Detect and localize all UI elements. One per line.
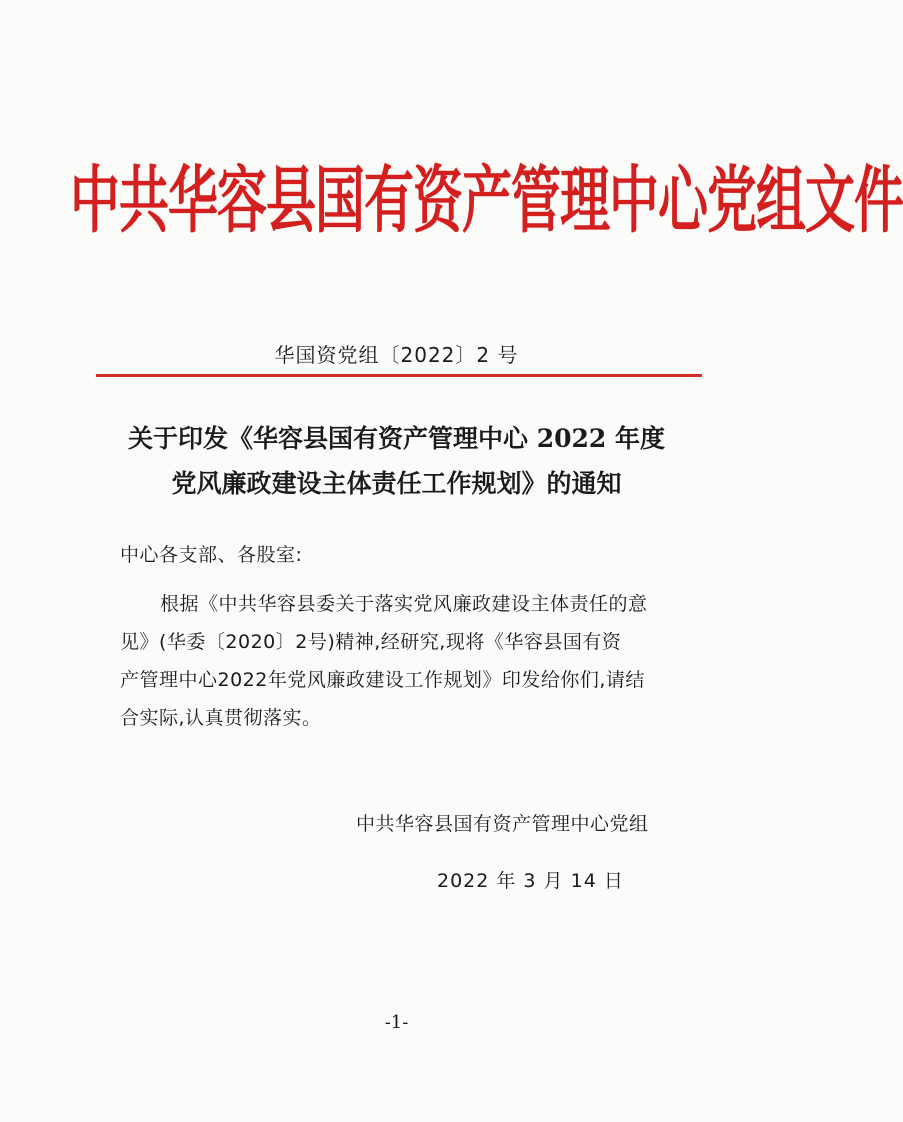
document-number: 华国资党组〔2022〕2 号 (274, 343, 519, 367)
signature-date: 2022 年 3 月 14 日 (437, 870, 624, 892)
document-header-title: 中共华容县国有资产管理中心党组文件 (70, 157, 903, 244)
salutation: 中心各支部、各股室: (120, 544, 303, 566)
signature-organization: 中共华容县国有资产管理中心党组 (356, 813, 649, 835)
notice-title-line-1: 关于印发《华容县国有资产管理中心 2022 年度 (128, 424, 665, 453)
notice-title-line-2: 党风廉政建设主体责任工作规划》的通知 (171, 469, 622, 498)
paragraph-line: 合实际,认真贯彻落实。 (120, 707, 322, 729)
paragraph-line: 产管理中心2022年党风廉政建设工作规划》印发给你们,请结 (120, 669, 645, 691)
paragraph-line: 根据《中共华容县委关于落实党风廉政建设主体责任的意 (160, 593, 648, 615)
paragraph-line: 见》(华委〔2020〕2号)精神,经研究,现将《华容县国有资 (120, 631, 622, 653)
red-divider-line (96, 374, 702, 377)
page-number: -1- (384, 1012, 409, 1033)
